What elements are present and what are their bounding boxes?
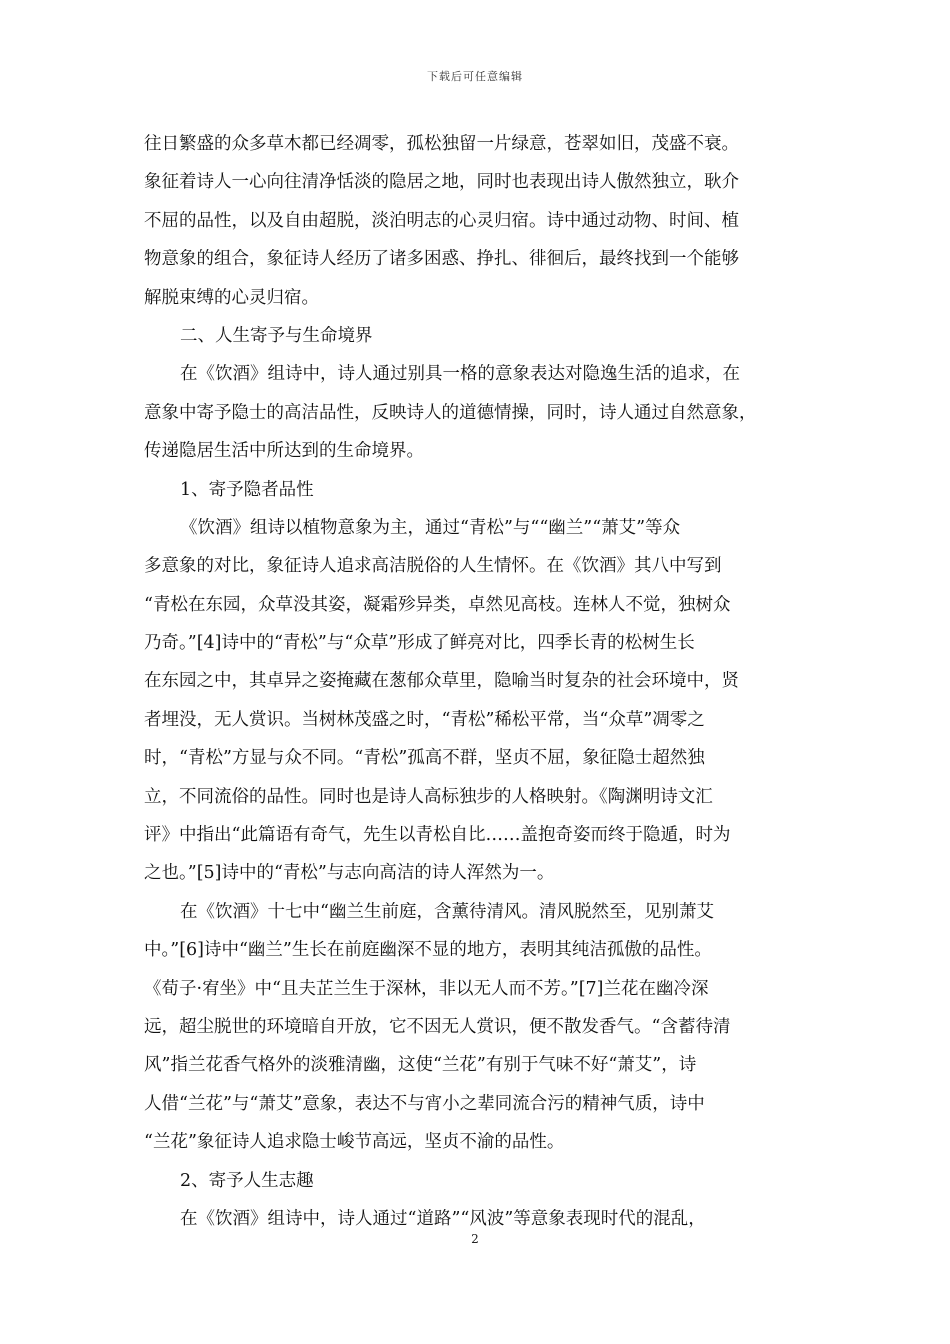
text-line: 评》中指出“此篇语有奇气，先生以青松自比……盖抱奇姿而终于隐遁，时为 bbox=[144, 825, 731, 846]
text-line: 人借“兰花”与“萧艾”意象，表达不与宵小之辈同流合污的精神气质，诗中 bbox=[144, 1093, 705, 1114]
text-line: “兰花”象征诗人追求隐士峻节高远，坚贞不渝的品性。 bbox=[144, 1132, 565, 1153]
paragraph-start-line: 在《饮酒》组诗中，诗人通过别具一格的意象表达对隐逸生活的追求，在 bbox=[180, 364, 740, 385]
text-line: 乃奇。”[4]诗中的“青松”与“众草”形成了鲜亮对比，四季长青的松树生长 bbox=[144, 633, 695, 654]
text-line: 物意象的组合，象征诗人经历了诸多困惑、挣扎、徘徊后，最终找到一个能够 bbox=[144, 249, 739, 270]
text-line: 者埋没，无人赏识。当树林茂盛之时，“青松”稀松平常，当“众草”凋零之 bbox=[144, 709, 705, 730]
text-line: 之也。”[5]诗中的“青松”与志向高洁的诗人浑然为一。 bbox=[144, 863, 555, 884]
paragraph-start-line: 在《饮酒》十七中“幽兰生前庭，含薰待清风。清风脱然至，见别萧艾 bbox=[180, 901, 714, 922]
text-line: 意象中寄予隐士的高洁品性，反映诗人的道德情操，同时，诗人通过自然意象， bbox=[144, 402, 757, 423]
section-heading: 二、人生寄予与生命境界 bbox=[180, 325, 373, 346]
text-line: 多意象的对比，象征诗人追求高洁脱俗的人生情怀。在《饮酒》其八中写到 bbox=[144, 556, 722, 577]
text-line: 传递隐居生活中所达到的生命境界。 bbox=[144, 441, 424, 462]
document-body bbox=[144, 128, 814, 1241]
page-number: 2 bbox=[471, 1232, 479, 1246]
text-line: 时，“青松”方显与众不同。“青松”孤高不群，坚贞不屈，象征隐士超然独 bbox=[144, 748, 705, 769]
subsection-heading: 1、寄予隐者品性 bbox=[180, 479, 314, 500]
text-line: 风”指兰花香气格外的淡雅清幽，这使“兰花”有别于气味不好“萧艾”，诗 bbox=[144, 1055, 697, 1076]
page-header: 下载后可任意编辑 bbox=[427, 70, 523, 83]
text-line: 中。”[6]诗中“幽兰”生长在前庭幽深不显的地方，表明其纯洁孤傲的品性。 bbox=[144, 940, 712, 961]
text-line: 不屈的品性，以及自由超脱，淡泊明志的心灵归宿。诗中通过动物、时间、植 bbox=[144, 210, 739, 231]
text-line: 远，超尘脱世的环境暗自开放，它不因无人赏识，便不散发香气。“含蓄待清 bbox=[144, 1016, 731, 1037]
paragraph-start-line: 在《饮酒》组诗中，诗人通过“道路”“风波”等意象表现时代的混乱， bbox=[180, 1208, 706, 1229]
subsection-heading: 2、寄予人生志趣 bbox=[180, 1170, 314, 1191]
text-line: 《荀子·宥坐》中“且夫芷兰生于深林，非以无人而不芳。”[7]兰花在幽冷深 bbox=[144, 978, 709, 999]
text-line: 解脱束缚的心灵归宿。 bbox=[144, 287, 319, 308]
text-line: 在东园之中，其卓异之姿掩藏在葱郁众草里，隐喻当时复杂的社会环境中，贤 bbox=[144, 671, 739, 692]
paragraph-start-line: 《饮酒》组诗以植物意象为主，通过“青松”与““幽兰”“萧艾”等众 bbox=[180, 517, 681, 538]
text-line: 立，不同流俗的品性。同时也是诗人高标独步的人格映射。《陶渊明诗文汇 bbox=[144, 786, 713, 807]
text-line: 往日繁盛的众多草木都已经凋零，孤松独留一片绿意，苍翠如旧，茂盛不衰。 bbox=[144, 134, 739, 154]
text-line: 象征着诗人一心向往清净恬淡的隐居之地，同时也表现出诗人傲然独立，耿介 bbox=[144, 172, 739, 193]
text-line: “青松在东园，众草没其姿，凝霜殄异类，卓然见高枝。连林人不觉，独树众 bbox=[144, 594, 731, 615]
